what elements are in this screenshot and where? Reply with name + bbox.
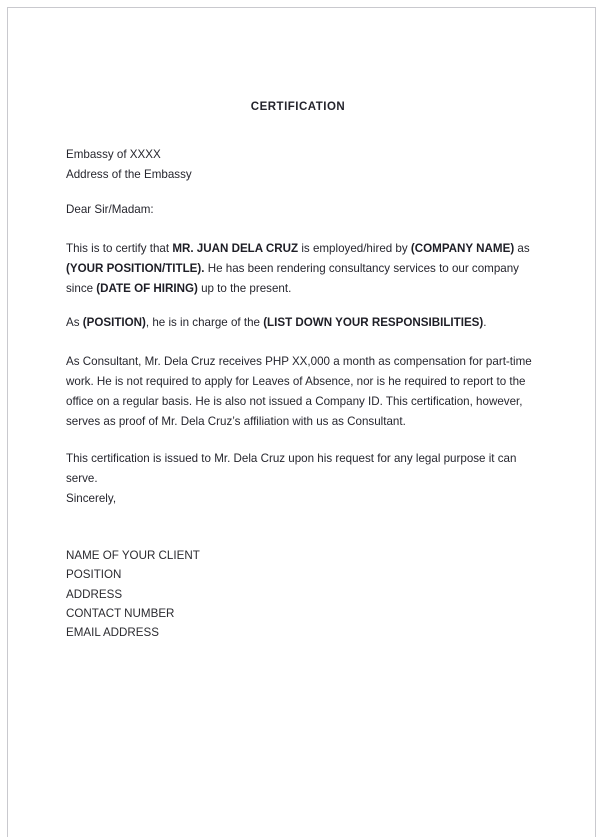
document-page <box>7 7 596 837</box>
paragraph-purpose: This certification is issued to Mr. Dela Cruz upon his request for any legal purpose it can serve. <box>66 452 517 485</box>
paragraph-responsibilities <box>66 313 532 333</box>
signature-block <box>66 546 532 642</box>
p1-text-1: This is to certify that <box>66 242 173 255</box>
recipient-line-1: Embassy of XXXX <box>66 148 161 161</box>
p2-responsibilities: (LIST DOWN YOUR RESPONSIBILITIES) <box>263 316 484 329</box>
p1-date-of-hiring: (DATE OF HIRING) <box>96 282 198 295</box>
p1-position-title: (YOUR POSITION/TITLE). <box>66 262 205 275</box>
signatory-position: POSITION <box>66 568 122 582</box>
signatory-address: ADDRESS <box>66 587 123 601</box>
p1-text-3: as <box>514 242 530 255</box>
p1-company-name: (COMPANY NAME) <box>410 242 515 255</box>
signatory-name: NAME OF YOUR CLIENT <box>66 549 200 562</box>
p1-text-4: He has been rendering consultancy services to our company since <box>66 262 519 295</box>
signatory-contact: CONTACT NUMBER <box>66 606 175 620</box>
signatory-email: EMAIL ADDRESS <box>66 626 159 640</box>
paragraph-employment <box>66 239 532 299</box>
page-title: CERTIFICATION <box>250 101 346 113</box>
p1-text-5: up to the present. <box>197 282 292 295</box>
recipient-address <box>66 145 532 185</box>
salutation: Dear Sir/Madam: <box>66 203 154 216</box>
p1-text-2: is employed/hired by <box>298 242 411 255</box>
recipient-line-2: Address of the Embassy <box>66 168 192 181</box>
p2-text-2: , he is in charge of the <box>145 316 264 329</box>
p1-employee-name: MR. JUAN DELA CRUZ <box>172 242 299 255</box>
p2-text-3: . <box>483 316 487 329</box>
p2-text-1: As <box>66 316 83 329</box>
paragraph-compensation: As Consultant, Mr. Dela Cruz receives PHP XX,000 a month as compensation for part-time work. He is not required to apply for Leaves of Absence, nor is he required to report to the office on a regular basis. He is also not issued a Company ID. This certification, however, serves as proof of Mr. Dela Cruz’s affiliation with us as Consultant. <box>66 355 532 428</box>
closing-salutation: Sincerely, <box>66 492 117 505</box>
p2-position: (POSITION) <box>82 316 146 329</box>
